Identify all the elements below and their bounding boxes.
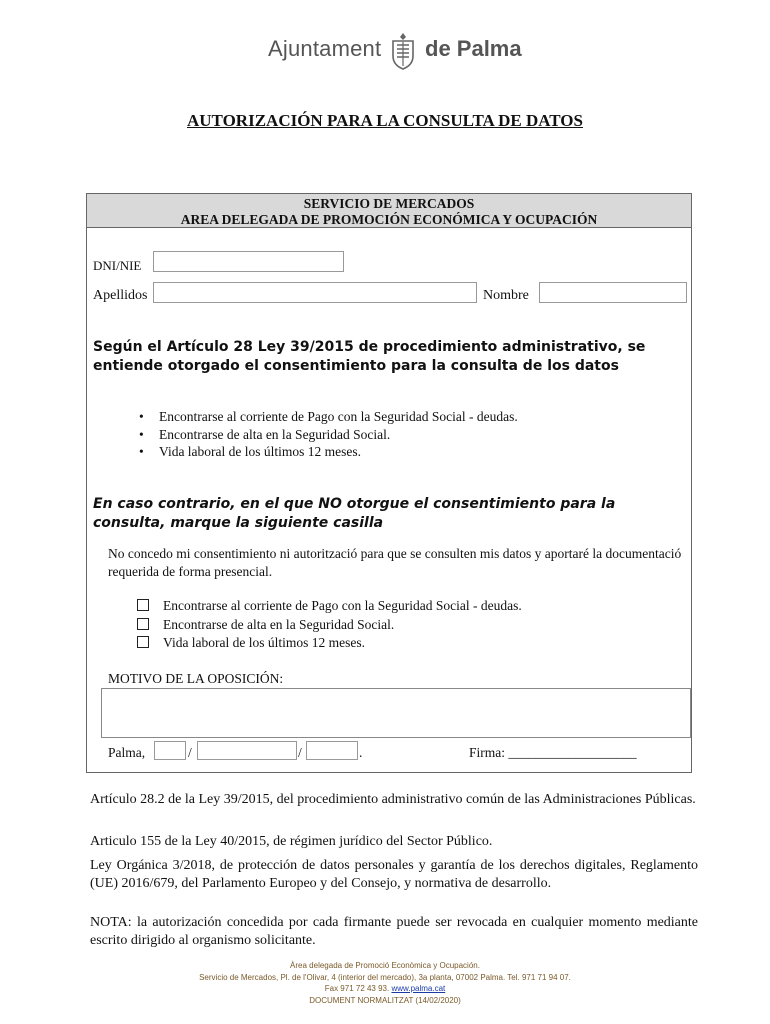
nota-paragraph: NOTA: la autorización concedida por cada firmante puede ser revocada en cualquier momento mediante escrito dirigido al organismo solicitante. <box>90 915 698 948</box>
checkbox-row: Vida laboral de los últimos 12 meses. <box>137 634 677 653</box>
dni-field[interactable] <box>153 251 344 272</box>
footer-line-address: Servicio de Mercados, Pl. de l'Olivar, 4 (interior del mercado), 3a planta, 07002 Palma. Tel. 971 71 94 07. <box>199 972 571 982</box>
checkbox-row: Encontrarse al corriente de Pago con la Seguridad Social - deudas. <box>137 597 677 616</box>
firma-label: Firma: ___________________ <box>469 745 637 760</box>
contrary-heading: En caso contrario, en el que NO otorgue el consentimiento para la consulta, marque la siguiente casilla <box>93 496 616 531</box>
city-crest-icon <box>388 32 418 70</box>
footer-line-document: DOCUMENT NORMALITZAT (14/02/2020) <box>309 995 461 1005</box>
motivo-label: MOTIVO DE LA OPOSICIÓN: <box>108 671 284 686</box>
place-label: Palma, <box>108 745 146 760</box>
no-consent-text: No concedo mi consentimiento ni autorització para que se consulten mis datos y aportaré la documentació requerida de forma presencial. <box>108 546 682 579</box>
footer-line-fax: Fax 971 72 43 93. www.palma.cat <box>324 984 446 993</box>
footer <box>0 960 770 1006</box>
checkbox-row: Encontrarse de alta en la Seguridad Social. <box>137 616 677 635</box>
logo-text-ajuntament: Ajuntament <box>268 36 382 61</box>
legal-paragraph-1: Artículo 28.2 de la Ley 39/2015, del procedimiento administrativo común de las Administraciones Públicas. <box>90 792 696 807</box>
list-item: • Vida laboral de los últimos 12 meses. <box>139 443 679 461</box>
legal-paragraph-2: Articulo 155 de la Ley 40/2015, de régimen jurídico del Sector Público. <box>90 834 493 849</box>
header-area: AREA DELEGADA DE PROMOCIÓN ECONÓMICA Y OCUPACIÓN <box>180 212 598 227</box>
legal-paragraph-3: Ley Orgánica 3/2018, de protección de datos personales y garantía de los derechos digitales, Reglamento (UE) 2016/679, del Parlamento Europeo y del Consejo, y normativa de desarrollo. <box>90 858 698 891</box>
motivo-textarea[interactable] <box>101 688 691 738</box>
box-header <box>87 194 691 228</box>
date-day-field[interactable] <box>154 741 186 760</box>
list-item: • Encontrarse de alta en la Seguridad Social. <box>139 426 679 444</box>
date-end: . <box>359 745 363 760</box>
date-separator: / <box>298 745 302 760</box>
apellidos-field[interactable] <box>153 282 477 303</box>
apellidos-label: Apellidos <box>93 288 148 303</box>
checkbox-list <box>137 597 677 653</box>
consent-heading: Según el Artículo 28 Ley 39/2015 de procedimiento administrativo, se entiende otorgado el consentimiento para la consulta de los datos <box>93 339 646 374</box>
date-separator: / <box>188 745 192 760</box>
date-month-field[interactable] <box>197 741 297 760</box>
header-logo <box>0 30 770 74</box>
checkbox-deudas[interactable] <box>137 599 149 611</box>
logo-text-de-palma: de Palma <box>425 36 522 61</box>
list-item: • Encontrarse al corriente de Pago con la Seguridad Social - deudas. <box>139 408 679 426</box>
header-service: SERVICIO DE MERCADOS <box>303 196 475 211</box>
form-box <box>86 193 692 773</box>
dni-label: DNI/NIE <box>93 258 142 273</box>
nombre-field[interactable] <box>539 282 687 303</box>
footer-line-area: Àrea delegada de Promoció Econòmica y Ocupación. <box>290 961 480 970</box>
website-link[interactable]: www.palma.cat <box>391 984 446 993</box>
document-title: AUTORIZACIÓN PARA LA CONSULTA DE DATOS <box>187 111 583 130</box>
checkbox-vida-laboral[interactable] <box>137 636 149 648</box>
nombre-label: Nombre <box>483 288 529 303</box>
consent-list <box>139 408 679 461</box>
date-year-field[interactable] <box>306 741 358 760</box>
checkbox-alta[interactable] <box>137 618 149 630</box>
